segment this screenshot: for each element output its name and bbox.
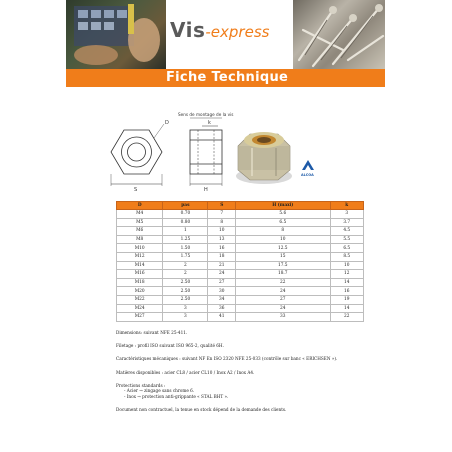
table-cell: 0.80 (163, 218, 208, 227)
table-cell: 2.50 (163, 287, 208, 296)
dimensions-table (116, 201, 364, 322)
table-cell: 10 (208, 227, 236, 236)
table-cell: 16 (208, 244, 236, 253)
label-s: S (134, 187, 138, 193)
table-cell: M16 (117, 270, 163, 279)
note-filetage: Filetage : profil ISO suivant ISO 965-2, qualité 6H. (116, 343, 224, 349)
table-cell: 14 (330, 304, 364, 313)
table-cell: M10 (117, 244, 163, 253)
table-cell: 2 (163, 270, 208, 279)
col-header-d: D (117, 202, 163, 210)
table-cell: M5 (117, 218, 163, 227)
table-cell: 33 (236, 313, 330, 322)
col-header-h: H (maxi) (236, 202, 330, 210)
notes-section (116, 330, 366, 420)
table-row (117, 227, 364, 236)
table-row (117, 218, 364, 227)
side-view (190, 118, 222, 186)
table-cell: 1.50 (163, 244, 208, 253)
note-caracteristiques: Caractéristiques mécaniques : suivant NF En ISO 2320 NFE 25-033 (contrôle sur banc « ERICHSEN »). (116, 356, 338, 362)
table-cell: 24 (208, 270, 236, 279)
front-view (111, 124, 164, 186)
table-cell: 13 (208, 235, 236, 244)
header-photo-right (293, 0, 385, 69)
table-row (117, 270, 364, 279)
table-cell: M22 (117, 295, 163, 304)
table-header-row (117, 202, 364, 210)
note-protections (116, 383, 366, 400)
table-cell: 8.5 (330, 252, 364, 261)
alcoa-logo-text: ALCOA (301, 173, 314, 177)
table-cell: 15 (236, 252, 330, 261)
table-cell: 22 (330, 313, 364, 322)
table-cell: 0.70 (163, 210, 208, 219)
table-cell: M4 (117, 210, 163, 219)
table-cell: 6.5 (236, 218, 330, 227)
col-header-s: S (208, 202, 236, 210)
protection-item-acier: - Acier → zingage sans chrome 6. (124, 388, 195, 394)
brand-suffix-text: -express (205, 23, 270, 41)
table-cell: 6.5 (330, 244, 364, 253)
table-row (117, 304, 364, 313)
table-row (117, 252, 364, 261)
table-cell: 34 (208, 295, 236, 304)
table-cell: 2 (163, 261, 208, 270)
note-dimensions: Dimensions: suivant NFE 25-411. (116, 330, 188, 335)
nut-technical-drawing (66, 110, 385, 200)
table-cell: 2.50 (163, 278, 208, 287)
table-cell: 12.5 (236, 244, 330, 253)
table-row (117, 287, 364, 296)
table-cell: 1.75 (163, 252, 208, 261)
table-row (117, 295, 364, 304)
alcoa-logo (302, 160, 314, 170)
table-cell: 3 (330, 210, 364, 219)
table-cell: 10 (236, 235, 330, 244)
table-cell: 30 (208, 287, 236, 296)
table-cell: 1.25 (163, 235, 208, 244)
col-header-pas: pas (163, 202, 208, 210)
table-cell: 16 (330, 287, 364, 296)
table-cell: 18.7 (236, 270, 330, 279)
table-cell: 8 (208, 218, 236, 227)
technical-sheet-page (66, 0, 385, 452)
table-cell: M24 (117, 304, 163, 313)
table-cell: M18 (117, 278, 163, 287)
label-direction: Sens de montage de la vis (178, 112, 234, 117)
col-header-k: k (330, 202, 364, 210)
table-cell: 17.5 (236, 261, 330, 270)
table-cell: 41 (208, 313, 236, 322)
screws-illustration (293, 0, 385, 69)
label-h: H (204, 187, 208, 193)
table-cell: 8 (236, 227, 330, 236)
table-cell: M8 (117, 235, 163, 244)
nut-photo (236, 132, 292, 184)
table-row (117, 261, 364, 270)
table-row (117, 313, 364, 322)
table-cell: 27 (208, 278, 236, 287)
toolbox-illustration (66, 0, 166, 69)
label-k: k (208, 120, 211, 126)
table-cell: M27 (117, 313, 163, 322)
label-d: D (165, 120, 169, 126)
table-cell: 22 (236, 278, 330, 287)
table-cell: 3.7 (330, 218, 364, 227)
table-cell: 5.6 (236, 210, 330, 219)
table-cell: 27 (236, 295, 330, 304)
table-cell: 36 (208, 304, 236, 313)
table-cell: 3 (163, 313, 208, 322)
note-footer: Document non contractuel, la tenue en stock dépend de la demande des clients. (116, 407, 287, 413)
table-cell: 3 (163, 304, 208, 313)
brand-logo (170, 18, 290, 48)
table-body (117, 210, 364, 322)
header-photo-left (66, 0, 166, 69)
table-cell: 19 (330, 295, 364, 304)
table-cell: M6 (117, 227, 163, 236)
table-cell: M20 (117, 287, 163, 296)
table-cell: 1 (163, 227, 208, 236)
page-title: Fiche Technique (166, 70, 289, 85)
table-cell: 21 (208, 261, 236, 270)
table-row (117, 244, 364, 253)
table-row (117, 210, 364, 219)
table-cell: 12 (330, 270, 364, 279)
table-row (117, 278, 364, 287)
table-cell: 24 (236, 304, 330, 313)
table-cell: M12 (117, 252, 163, 261)
table-row (117, 235, 364, 244)
header (66, 0, 385, 69)
table-cell: 5.5 (330, 235, 364, 244)
table-cell: M14 (117, 261, 163, 270)
table-cell: 14 (330, 278, 364, 287)
brand-main-text: Vis (170, 18, 206, 42)
table-cell: 7 (208, 210, 236, 219)
note-matieres: Matières disponibles : acier CL8 / acier CL10 / Inox A2 / Inox A4. (116, 369, 255, 375)
table-cell: 2.50 (163, 295, 208, 304)
table-cell: 4.5 (330, 227, 364, 236)
table-cell: 10 (330, 261, 364, 270)
protection-item-inox: - Inox → protection anti-grippante « STAL BHT ». (124, 393, 229, 399)
table-cell: 24 (236, 287, 330, 296)
protections-title: Protections standards : (116, 382, 166, 388)
table-cell: 18 (208, 252, 236, 261)
